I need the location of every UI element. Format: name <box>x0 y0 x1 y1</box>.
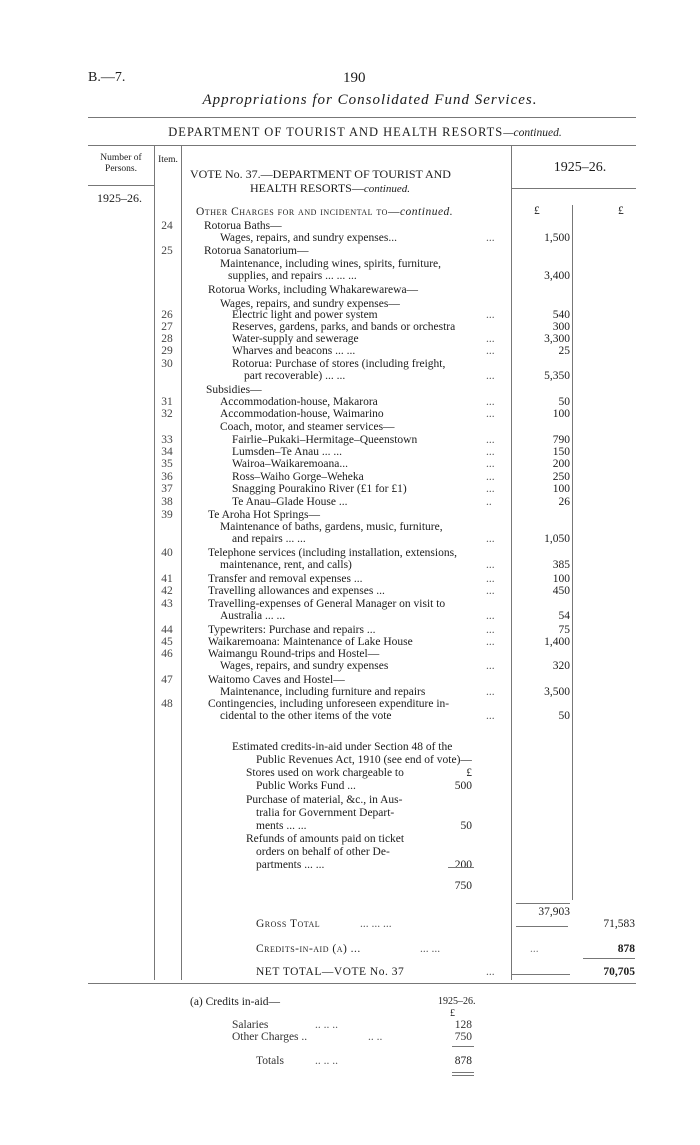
item-number: 47 <box>161 674 173 686</box>
credits-line-value: £ <box>466 767 472 779</box>
item-amount: 300 <box>552 321 570 333</box>
item-description: Wairoa–Waikaremoana... <box>232 458 348 470</box>
table-row <box>0 408 700 421</box>
credits-line-text: Purchase of material, &c., in Aus- <box>246 794 403 806</box>
gross-total-label: Gross Total <box>256 918 321 930</box>
item-amount: 1,400 <box>544 636 570 648</box>
net-total-label: NET TOTAL—VOTE No. 37 <box>256 966 405 978</box>
footnote-row-value: 128 <box>454 1019 472 1031</box>
vote-heading <box>190 167 451 196</box>
item-amount: 450 <box>552 585 570 597</box>
item-description: Ross–Waiho Gorge–Weheka <box>232 471 364 483</box>
item-description: Rotorua: Purchase of stores (including freight, <box>232 358 446 370</box>
item-amount: 1,050 <box>544 533 570 545</box>
table-row <box>0 206 700 219</box>
leader-dots: .. <box>486 496 492 508</box>
persons-header-rule <box>88 185 154 186</box>
item-header: Item. <box>158 155 178 165</box>
title-rule <box>88 117 636 118</box>
credits-line-text: Estimated credits-in-aid under Section 48 of the <box>232 741 453 753</box>
credits-line <box>0 859 700 872</box>
item-description: Snagging Pourakino River (£1 for £1) <box>232 483 407 495</box>
credits-in-aid-mid-dots: ... <box>530 943 539 955</box>
item-description: Wages, repairs, and sundry expenses... <box>220 232 397 244</box>
department-name: DEPARTMENT OF TOURIST AND HEALTH RESORTS <box>168 125 504 139</box>
item-description: maintenance, rent, and calls) <box>220 559 352 571</box>
persons-year-label: 1925–26. <box>97 191 142 205</box>
leader-dots: ... <box>486 533 495 545</box>
credits-in-aid-dots: ... ... <box>420 943 441 955</box>
leader-dots: ... <box>486 573 495 585</box>
footnote-row-value: 750 <box>454 1031 472 1043</box>
footnote-total-rule <box>452 1046 474 1047</box>
table-row <box>0 458 700 471</box>
item-number: 41 <box>161 573 173 585</box>
credits-line-text: tralia for Government Depart- <box>256 807 395 819</box>
leader-dots: ... <box>486 345 495 357</box>
credits-line <box>0 807 700 820</box>
item-description: Fairlie–Pukaki–Hermitage–Queenstown <box>232 434 418 446</box>
leader-dots: ... <box>486 408 495 420</box>
credits-total: 750 <box>454 880 472 892</box>
description-suffix: continued. <box>399 206 454 218</box>
item-number: 25 <box>161 245 173 257</box>
item-description: cidental to the other items of the vote <box>220 710 392 722</box>
gross-total-value: 71,583 <box>603 918 635 930</box>
leader-dots: ... <box>486 309 495 321</box>
leader-dots: ... <box>486 370 495 382</box>
credits-line <box>0 767 700 780</box>
item-amount: 25 <box>558 345 570 357</box>
item-amount: 50 <box>558 710 570 722</box>
leader-dots: ... <box>486 434 495 446</box>
item-amount: 385 <box>552 559 570 571</box>
item-number: 35 <box>161 458 173 470</box>
leader-dots: ... <box>486 446 495 458</box>
item-description: Rotorua Baths— <box>204 220 282 232</box>
item-amount: 100 <box>552 573 570 585</box>
item-description: Typewriters: Purchase and repairs ... <box>208 624 376 636</box>
leader-dots: ... <box>486 585 495 597</box>
item-description: Maintenance, including furniture and repairs <box>220 686 426 698</box>
item-description: supplies, and repairs ... ... ... <box>228 270 357 282</box>
item-description: Waikaremoana: Maintenance of Lake House <box>208 636 413 648</box>
credits-in-aid-value: 878 <box>617 943 635 955</box>
table-row <box>0 270 700 283</box>
footnote-double-rule-1 <box>452 1072 474 1073</box>
item-number: 38 <box>161 496 173 508</box>
subtotal-value: 37,903 <box>538 906 570 918</box>
table-row <box>0 370 700 383</box>
item-amount: 3,500 <box>544 686 570 698</box>
item-amount: 200 <box>552 458 570 470</box>
table-top-rule <box>88 145 636 146</box>
item-number: 45 <box>161 636 173 648</box>
credits-line <box>0 833 700 846</box>
document-reference: B.—7. <box>88 70 126 85</box>
footnote-total-label: Totals <box>256 1055 284 1067</box>
item-description: Travelling-expenses of General Manager on visit to <box>208 598 446 610</box>
item-description: Water-supply and sewerage <box>232 333 359 345</box>
footnote-total-dots: .. .. .. <box>315 1055 338 1067</box>
number-of-persons-header: Number of Persons. <box>100 153 142 174</box>
net-total-value: 70,705 <box>603 966 635 978</box>
table-row <box>0 585 700 598</box>
footnote-row <box>0 1031 700 1044</box>
item-description: Wages, repairs, and sundry expenses— <box>220 298 400 310</box>
footnote-row-label: Other Charges .. <box>232 1031 308 1043</box>
item-description: Te Aroha Hot Springs— <box>208 509 320 521</box>
item-description: Wages, repairs, and sundry expenses <box>220 660 389 672</box>
table-row <box>0 421 700 434</box>
item-number: 26 <box>161 309 173 321</box>
item-amount: 75 <box>558 624 570 636</box>
leader-dots: ... <box>486 333 495 345</box>
credits-line-text: partments ... ... <box>256 859 325 871</box>
table-row <box>0 245 700 258</box>
leader-dots: ... <box>486 396 495 408</box>
item-amount: 1,500 <box>544 232 570 244</box>
footnote-row-dots: .. .. .. <box>315 1019 338 1031</box>
vote-heading-line2: HEALTH RESORTS—continued. <box>250 181 410 195</box>
item-description: Te Anau–Glade House ... <box>232 496 348 508</box>
page-number: 190 <box>343 70 366 86</box>
table-row <box>0 610 700 623</box>
item-number: 28 <box>161 333 173 345</box>
net-total-rule <box>512 974 570 975</box>
item-amount: 100 <box>552 483 570 495</box>
leader-dots: ... <box>486 710 495 722</box>
item-number: 42 <box>161 585 173 597</box>
table-row <box>0 496 700 509</box>
item-amount: 3,400 <box>544 270 570 282</box>
credits-total-rule <box>448 867 474 868</box>
item-amount: 320 <box>552 660 570 672</box>
item-amount: 540 <box>552 309 570 321</box>
leader-dots: ... <box>486 660 495 672</box>
item-number: 36 <box>161 471 173 483</box>
footnote-row-dots: .. .. <box>368 1031 383 1043</box>
item-number: 27 <box>161 321 173 333</box>
item-number: 32 <box>161 408 173 420</box>
item-number: 40 <box>161 547 173 559</box>
credits-line <box>0 741 700 754</box>
leader-dots: ... <box>486 686 495 698</box>
item-description: Reserves, gardens, parks, and bands or orchestra <box>232 321 456 333</box>
leader-dots: ... <box>486 483 495 495</box>
credits-line-text: orders on behalf of other De- <box>256 846 390 858</box>
table-row <box>0 533 700 546</box>
credits-line-text: ments ... ... <box>256 820 307 832</box>
credits-in-aid-label: Credits-in-aid (a) ... <box>256 943 361 955</box>
footnote-total-value: 878 <box>454 1055 472 1067</box>
table-row <box>0 284 700 297</box>
item-description: Maintenance of baths, gardens, music, furniture, <box>220 521 443 533</box>
item-description: part recoverable) ... ... <box>244 370 346 382</box>
item-number: 30 <box>161 358 173 370</box>
vote-heading-line1: VOTE No. 37.—DEPARTMENT OF TOURIST AND <box>190 167 451 181</box>
credits-line-text: Public Revenues Act, 1910 (see end of vote)— <box>256 754 472 766</box>
item-description: Accommodation-house, Waimarino <box>220 408 384 420</box>
footnote-label: (a) Credits in-aid— <box>190 996 281 1008</box>
item-number: 31 <box>161 396 173 408</box>
item-description: Contingencies, including unforeseen expenditure in- <box>208 698 450 710</box>
item-description: Australia ... ... <box>220 610 286 622</box>
item-description: Telephone services (including installation, extensions, <box>208 547 457 559</box>
item-amount: 26 <box>558 496 570 508</box>
page-title: Appropriations for Consolidated Fund Services. <box>202 92 538 108</box>
item-description: Wharves and beacons ... ... <box>232 345 356 357</box>
leader-dots: ... <box>486 232 495 244</box>
item-description: Travelling allowances and expenses ... <box>208 585 385 597</box>
item-description: Waimangu Round-trips and Hostel— <box>208 648 380 660</box>
credits-line-text: Stores used on work chargeable to <box>246 767 404 779</box>
gross-total-dots: ... ... ... <box>360 918 392 930</box>
table-bottom-rule <box>88 983 636 984</box>
item-amount: 5,350 <box>544 370 570 382</box>
item-description: Electric light and power system <box>232 309 378 321</box>
table-row <box>0 232 700 245</box>
credits-line-value: 50 <box>460 820 472 832</box>
table-row <box>0 710 700 723</box>
credits-line <box>0 780 700 793</box>
table-row <box>0 345 700 358</box>
item-number: 34 <box>161 446 173 458</box>
item-description: Subsidies— <box>206 384 262 396</box>
credits-line <box>0 794 700 807</box>
item-description: Accommodation-house, Makarora <box>220 396 378 408</box>
footnote-double-rule-2 <box>452 1075 474 1076</box>
currency-symbol-2: £ <box>618 205 624 217</box>
item-description: Rotorua Works, including Whakarewarewa— <box>208 284 419 296</box>
footnote-currency: £ <box>450 1008 455 1019</box>
item-amount: 150 <box>552 446 570 458</box>
item-amount: 790 <box>552 434 570 446</box>
credits-line <box>0 754 700 767</box>
item-description: Coach, motor, and steamer services— <box>220 421 395 433</box>
item-number: 46 <box>161 648 173 660</box>
credits-line-value: 500 <box>454 780 472 792</box>
credits-line-text: Public Works Fund ... <box>256 780 356 792</box>
item-description: Maintenance, including wines, spirits, furniture, <box>220 258 442 270</box>
year-header-rule <box>511 188 636 189</box>
item-amount: 54 <box>558 610 570 622</box>
currency-symbol-1: £ <box>534 205 540 217</box>
leader-dots: ... <box>486 636 495 648</box>
net-total-dots: ... <box>486 966 495 978</box>
item-description: Transfer and removal expenses ... <box>208 573 363 585</box>
leader-dots: ... <box>486 559 495 571</box>
item-description: and repairs ... ... <box>232 533 306 545</box>
item-amount: 3,300 <box>544 333 570 345</box>
credits-line-text: Refunds of amounts paid on ticket <box>246 833 405 845</box>
item-description: Waitomo Caves and Hostel— <box>208 674 345 686</box>
year-header: 1925–26. <box>553 160 607 175</box>
leader-dots: ... <box>486 624 495 636</box>
footnote-row-label: Salaries <box>232 1019 269 1031</box>
item-number: 39 <box>161 509 173 521</box>
item-description: Rotorua Sanatorium— <box>204 245 309 257</box>
department-heading <box>0 125 700 140</box>
table-row <box>0 660 700 673</box>
department-suffix: —continued. <box>503 127 562 139</box>
credits-in-aid-rule <box>583 958 635 959</box>
item-number: 33 <box>161 434 173 446</box>
credits-line <box>0 846 700 859</box>
item-number: 43 <box>161 598 173 610</box>
item-number: 29 <box>161 345 173 357</box>
leader-dots: ... <box>486 458 495 470</box>
item-number: 48 <box>161 698 173 710</box>
credits-line-value: 200 <box>454 859 472 871</box>
item-number: 24 <box>161 220 173 232</box>
table-row <box>0 559 700 572</box>
table-row <box>0 483 700 496</box>
item-description: Lumsden–Te Anau ... ... <box>232 446 343 458</box>
leader-dots: ... <box>486 610 495 622</box>
item-amount: 100 <box>552 408 570 420</box>
item-amount: 250 <box>552 471 570 483</box>
item-number: 44 <box>161 624 173 636</box>
credits-line <box>0 820 700 833</box>
item-number: 37 <box>161 483 173 495</box>
item-amount: 50 <box>558 396 570 408</box>
item-description: Other Charges for and incidental to—continued. <box>196 206 454 218</box>
footnote-year: 1925–26. <box>438 996 476 1007</box>
gross-total-rule <box>516 926 568 927</box>
leader-dots: ... <box>486 471 495 483</box>
subtotal-rule <box>516 903 570 904</box>
